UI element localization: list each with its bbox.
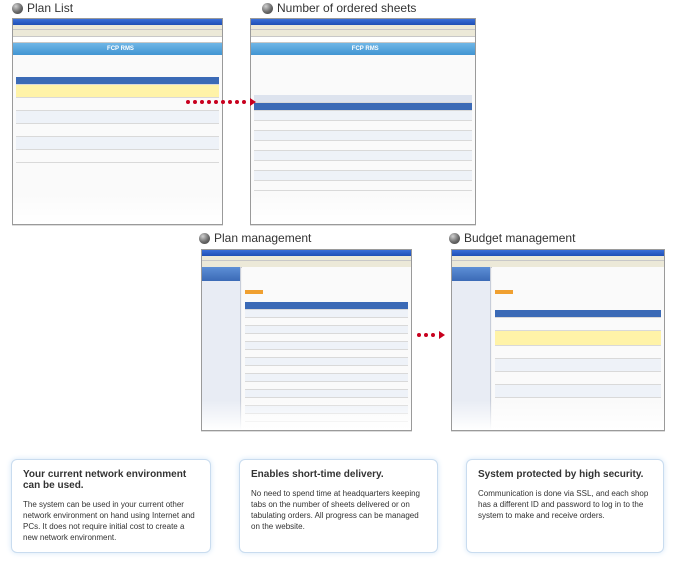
heading-budget-management-label: Budget management [464, 231, 576, 245]
heading-plan-list [12, 1, 73, 15]
feature-box-delivery [239, 459, 438, 553]
heading-budget-management [449, 231, 575, 245]
connector-arrow-icon [186, 98, 256, 106]
app-banner-text: FCP RMS [351, 46, 379, 52]
bullet-icon [199, 233, 210, 244]
feature-body: The system can be used in your current other network environment on hand using Internet and PCs. It does not require initial cost to create a new network environment. [23, 500, 195, 542]
heading-ordered-sheets [262, 1, 416, 15]
feature-title: System protected by high security. [478, 469, 644, 480]
plan-list-screenshot [12, 18, 223, 225]
bullet-icon [262, 3, 273, 14]
connector-arrow-icon [417, 331, 445, 339]
feature-title: Enables short-time delivery. [251, 469, 384, 480]
feature-box-network [11, 459, 211, 553]
budget-management-screenshot [451, 249, 665, 431]
ordered-sheets-screenshot [250, 18, 476, 225]
plan-management-screenshot [201, 249, 412, 431]
feature-body: Communication is done via SSL, and each shop has a different ID and password to log in to the system to make and receive orders. [478, 489, 649, 520]
feature-title: Your current network environment can be used. [23, 469, 187, 491]
feature-body: No need to spend time at headquarters keeping tabs on the number of sheets delivered or on tabulating orders. All progress can be managed on the website. [251, 489, 421, 531]
heading-ordered-sheets-label: Number of ordered sheets [277, 1, 417, 15]
bullet-icon [449, 233, 460, 244]
app-banner-text: FCP RMS [107, 46, 134, 52]
heading-plan-management-label: Plan management [214, 231, 312, 245]
heading-plan-list-label: Plan List [27, 1, 74, 15]
bullet-icon [12, 3, 23, 14]
heading-plan-management [199, 231, 311, 245]
feature-box-security [466, 459, 664, 553]
